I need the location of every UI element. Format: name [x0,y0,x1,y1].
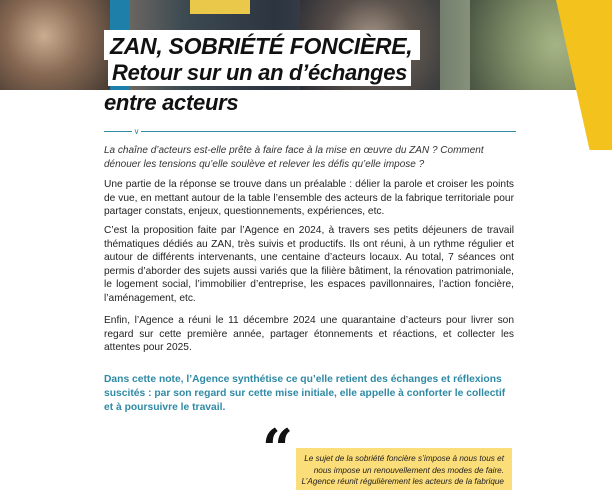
page-title: ZAN, SOBRIÉTÉ FONCIÈRE, [110,33,413,59]
lead-question: La chaîne d’acteurs est-elle prête à faire face à la mise en œuvre du ZAN ? Comment dénouer les tensions qu’elle soulève et relever les défis qu’elle impose ? [104,145,484,170]
chevron-down-icon: ∨ [133,127,140,136]
paragraph: Enfin, l’Agence a réuni le 11 décembre 2024 une quarantaine d’acteurs pour livrer son regard sur cette première année, partager étonnements et réactions, et collecter les attentes pour 2025. [104,315,514,354]
divider [104,131,516,132]
quote-icon: “ [262,417,294,481]
summary-highlight: Dans cette note, l’Agence synthétise ce qu’elle retient des échanges et réflexions suscités : par son regard sur cette mise initiale, elle appelle à conforter le collectif et à poursuivre le travail. [104,374,506,413]
page-subtitle-line1: Retour sur un an d’échanges [108,60,411,86]
photo-segment [190,0,250,14]
title-box [104,30,420,60]
quote-text: Le sujet de la sobriété foncière s’impose à nous tous et nous impose un renouvellement des modes de faire. L’Agence réunit régulièrement les acteurs de la fabrique [301,454,504,486]
paragraph: C’est la proposition faite par l’Agence en 2024, à travers ses petits déjeuners de travail thématiques dédiés au ZAN, très suivis et productifs. Ils ont réuni, à un rythme régulier et autour de différents intervenants, une centaine d’acteurs locaux. Au total, 7 séances ont permis d’aborder des sujets aussi variés que la filière bâtiment, la rénovation patrimoniale, le logement social, l’immobilier d’entreprise, les espaces pavillonnaires, l’action foncière, l’aménagement, etc. [104,225,514,304]
paragraph: Une partie de la réponse se trouve dans un préalable : délier la parole et croiser les points de vue, en mettant autour de la table l’ensemble des acteurs de la fabrique territoriale pour partager constats, enjeux, questionnements, expériences, etc. [104,179,514,218]
page-subtitle-line2: entre acteurs [104,90,239,115]
quote-box [296,448,512,490]
photo-segment [0,0,110,90]
